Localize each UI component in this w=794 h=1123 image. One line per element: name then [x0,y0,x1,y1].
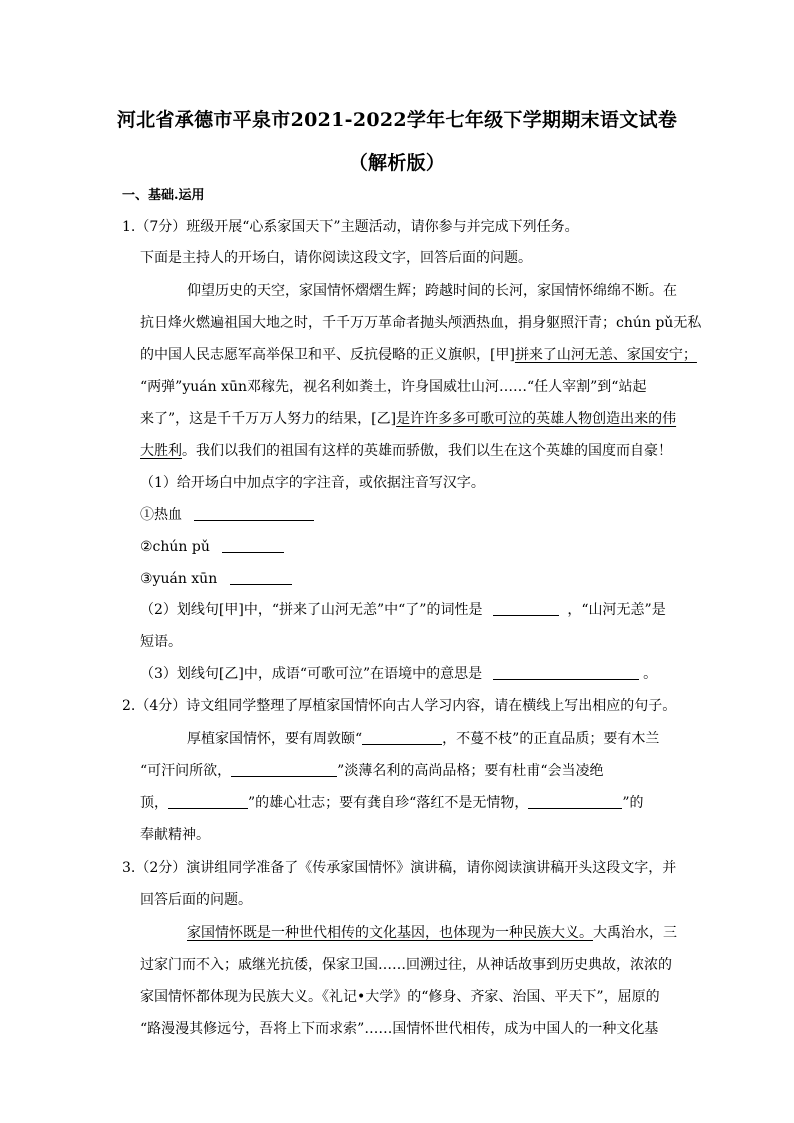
q2-line: 奉献精神。 [140,827,210,843]
q1-stem: 1.（7分）班级开展“心系家国天下”主题活动，请你参与并完成下列任务。 [122,219,579,235]
answer-blank[interactable] [168,794,248,809]
q1-sub1: （1）给开场白中加点字的字注音，或依据注音写汉字。 [140,475,485,491]
q1-sub3 [140,664,657,684]
section-heading: 一、基础.运用 [122,188,205,203]
question-text: ，不蔓不枝”的正直品质；要有木兰 [442,731,660,747]
underlined-sentence-jia: 拼来了山河无恙、家国安宁； [514,347,697,363]
question-text: 。 [643,666,658,682]
passage-text: 的中国人民志愿军高举保卫和平、反抗侵略的正义旗帜，[甲] [140,347,515,363]
underlined-sentence-yi-end: 大胜利 [140,443,182,459]
question-text: （3）划线句[乙]中，成语“可歌可泣”在语境中的意思是 [140,666,483,682]
q3-stem-cont: 回答后面的问题。 [140,892,252,908]
answer-blank[interactable] [222,538,284,553]
q1-intro: 下面是主持人的开场白，请你阅读这段文字，回答后面的问题。 [140,250,532,266]
option-label: ①热血 [140,507,182,523]
question-text: （2）划线句[甲]中，“拼来了山河无恙”中“了”的词性是 [140,602,483,618]
answer-blank[interactable] [493,601,559,616]
underlined-sentence: 家国情怀既是一种世代相传的文化基因，也体现为一种民族大义。 [187,925,593,941]
q1-passage-line [140,441,672,461]
answer-blank[interactable] [194,506,314,521]
question-text: ”的雄心壮志；要有龚自珍“落红不是无情物， [248,795,529,811]
question-text: ，“山河无恙”是 [567,602,666,618]
q3-passage-line: 家国情怀都体现为民族大义。《礼记•大学》的“修身、齐家、治国、平天下”，屈原的 [140,989,660,1005]
q3-passage-line [187,923,677,943]
underlined-sentence-yi: 是许许多多可歌可泣的英雄人物创造出来的伟 [396,411,677,427]
answer-blank[interactable] [528,794,622,809]
question-text: 厚植家国情怀，要有周敦颐“ [187,731,363,747]
q2-stem: 2.（4分）诗文组同学整理了厚植家国情怀向古人学习内容，请在横线上写出相应的句子。 [122,698,677,714]
q2-line [140,793,644,813]
q1-option-2 [140,537,284,557]
q3-passage-line: “路漫漫其修远兮，吾将上下而求索”……国情怀世代相传，成为中国人的一种文化基 [140,1021,659,1037]
passage-text: 来了”，这是千千万万人努力的结果，[乙] [140,411,397,427]
q1-passage-line: “两弹”yuán xūn邓稼先，视名利如粪土，许身国威壮山河……“任人宰割”到“站起 [140,379,647,395]
passage-text: 大禹治水，三 [593,925,677,941]
question-text: “可汗问所欲， [140,763,232,779]
question-text: 顶， [140,795,168,811]
q2-line [187,729,659,749]
q1-passage-line: 抗日烽火燃遍祖国大地之时，千千万万革命者抛头颅洒热血，捐身躯照汗青；chún pǔ无私 [140,315,702,331]
option-label: ③yuán xūn [140,571,218,587]
q3-stem: 3.（2分）演讲组同学准备了《传承家国情怀》演讲稿，请你阅读演讲稿开头这段文字，并 [122,860,677,876]
q1-option-3 [140,569,292,589]
option-label: ②chún pǔ [140,539,210,555]
q1-option-1 [140,505,314,525]
passage-text: 。我们以我们的祖国有这样的英雄而骄傲，我们以生在这个英雄的国度而自豪！ [182,443,672,459]
q3-passage-line: 过家门而不入；戚继光抗倭，保家卫国……回溯过往，从神话故事到历史典故，浓浓的 [140,957,672,973]
q1-sub2 [140,600,666,620]
answer-blank[interactable] [493,665,639,680]
question-text: ”淡薄名利的高尚品格；要有杜甫“会当凌绝 [337,763,604,779]
answer-blank[interactable] [230,570,292,585]
q1-passage-line: 仰望历史的天空，家国情怀熠熠生辉；跨越时间的长河，家国情怀绵绵不断。在 [187,283,677,299]
document-subtitle: （解析版） [348,152,446,174]
q1-passage-line [140,409,676,429]
answer-blank[interactable] [362,730,442,745]
document-title: 河北省承德市平泉市2021-2022学年七年级下学期期末语文试卷 [116,109,678,131]
q2-line [140,761,604,781]
q1-passage-line [140,345,697,365]
question-text: ”的 [622,795,644,811]
answer-blank[interactable] [231,762,337,777]
q1-sub2-cont: 短语。 [140,634,182,650]
